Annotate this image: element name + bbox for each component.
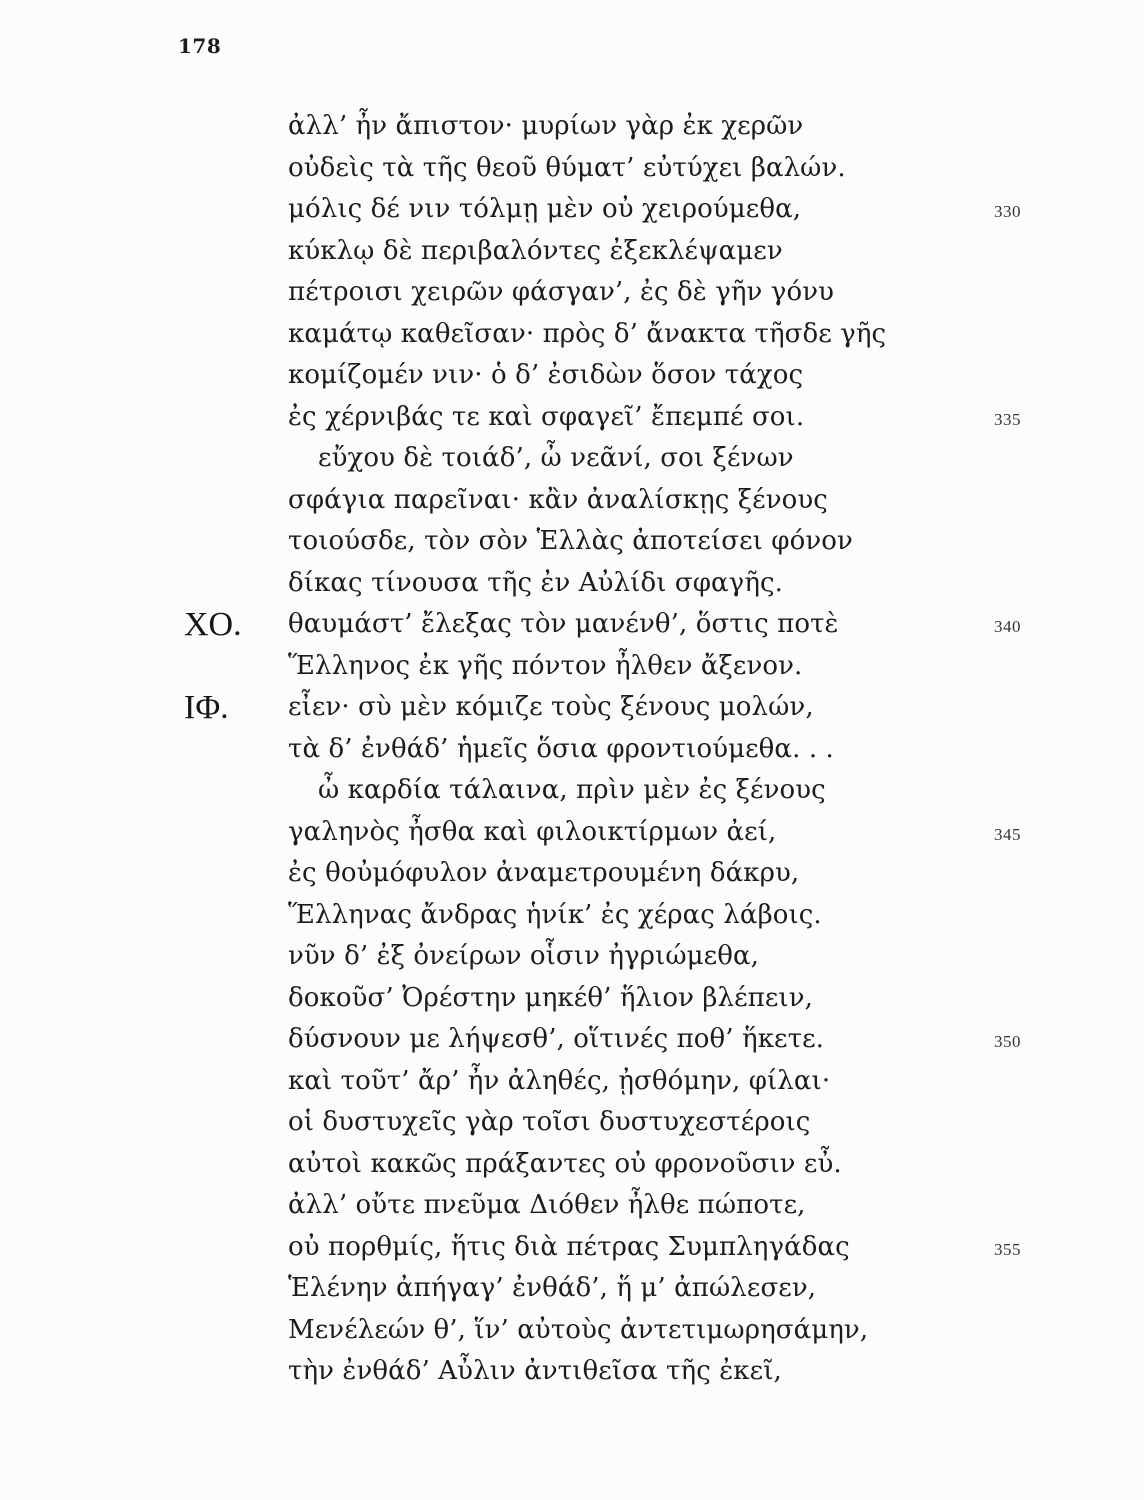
verse-text: ἀλλ’ οὔτε πνεῦμα Διόθεν ἦλθε πώποτε, xyxy=(288,1190,806,1220)
verse-line xyxy=(0,563,1144,605)
verse-line xyxy=(0,397,1144,439)
verse-line xyxy=(0,1061,1144,1103)
verse-line xyxy=(0,438,1144,480)
verse-line xyxy=(0,148,1144,190)
line-number: 340 xyxy=(994,617,1021,636)
verse-line xyxy=(0,480,1144,522)
verse-line xyxy=(0,729,1144,771)
speaker-label: ΙΦ. xyxy=(184,689,229,726)
verse-line xyxy=(0,1185,1144,1227)
verse-text: ὦ καρδία τάλαινα, πρὶν μὲν ἐς ξένους xyxy=(318,775,826,805)
verse-line xyxy=(0,1310,1144,1352)
page-number: 178 xyxy=(178,34,222,58)
verse-line xyxy=(0,1102,1144,1144)
verse-text: ἐς χέρνιβάς τε καὶ σφαγεῖ’ ἔπεμπέ σοι. xyxy=(288,401,805,432)
verse-line xyxy=(0,646,1144,688)
verse-text: τοιούσδε, τὸν σὸν Ἑλλὰς ἀποτείσει φόνον xyxy=(288,526,853,556)
verse-text: θαυμάστ’ ἔλεξας τὸν μανένθ’, ὅστις ποτὲ xyxy=(288,609,839,639)
line-number: 355 xyxy=(994,1239,1021,1259)
verse-text: γαληνὸς ἦσθα καὶ φιλοικτίρμων ἀεί, xyxy=(288,816,777,847)
verse-text: δοκοῦσ’ Ὀρέστην μηκέθ’ ἥλιον βλέπειν, xyxy=(288,982,813,1013)
verse-line xyxy=(0,1019,1144,1061)
verse-text: πέτροισι χειρῶν φάσγαν’, ἐς δὲ γῆν γόνυ xyxy=(288,277,835,307)
verse-text: τὴν ἐνθάδ’ Αὖλιν ἀντιθεῖσα τῆς ἐκεῖ, xyxy=(288,1356,782,1386)
verse-line xyxy=(0,1227,1144,1269)
verse-text: οἱ δυστυχεῖς γὰρ τοῖσι δυστυχεστέροις xyxy=(288,1107,811,1137)
verse-text: ἀλλ’ ἦν ἄπιστον· μυρίων γὰρ ἐκ χερῶν xyxy=(288,111,804,141)
verse-text: Ἕλληνος ἐκ γῆς πόντον ἦλθεν ἄξενον. xyxy=(288,650,803,681)
line-number: 345 xyxy=(994,824,1021,844)
verse-text: Ἕλληνας ἄνδρας ἡνίκ’ ἐς χέρας λάβοις. xyxy=(288,899,822,930)
verse-text: καὶ τοῦτ’ ἄρ’ ἦν ἀληθές, ᾐσθόμην, φίλαι· xyxy=(288,1065,831,1096)
verse-text: οὐ πορθμίς, ἥτις διὰ πέτρας Συμπληγάδας xyxy=(288,1231,850,1262)
verse-text: κύκλῳ δὲ περιβαλόντες ἐξεκλέψαμεν xyxy=(288,235,783,266)
verse-text: οὐδεὶς τὰ τῆς θεοῦ θύματ’ εὐτύχει βαλών. xyxy=(288,152,846,183)
verse-line xyxy=(0,272,1144,314)
line-number: 330 xyxy=(994,202,1021,221)
verse-text: εὔχου δὲ τοιάδ’, ὦ νεᾶνί, σοι ξένων xyxy=(318,443,794,473)
line-number: 335 xyxy=(994,409,1021,429)
line-number: 350 xyxy=(994,1032,1021,1051)
verse-text: κομίζομέν νιν· ὁ δ’ ἐσιδὼν ὅσον τάχος xyxy=(288,360,804,390)
verse-line xyxy=(0,1268,1144,1310)
verse-text: εἶεν· σὺ μὲν κόμιζε τοὺς ξένους μολών, xyxy=(288,692,814,722)
verse-line xyxy=(0,687,1144,729)
verse-text: δίκας τίνουσα τῆς ἐν Αὐλίδι σφαγῆς. xyxy=(288,567,784,598)
verse-line xyxy=(0,604,1144,646)
verse-text: αὐτοὶ κακῶς πράξαντες οὐ φρονοῦσιν εὖ. xyxy=(288,1148,842,1179)
speaker-label: ΧΟ. xyxy=(184,606,242,643)
verse-line xyxy=(0,1351,1144,1393)
verse-line xyxy=(0,936,1144,978)
verse-text: Ἑλένην ἀπήγαγ’ ἐνθάδ’, ἥ μ’ ἀπώλεσεν, xyxy=(288,1273,817,1303)
verse-line xyxy=(0,106,1144,148)
verse-block xyxy=(0,106,1144,1393)
verse-line xyxy=(0,978,1144,1020)
verse-line xyxy=(0,521,1144,563)
verse-line xyxy=(0,355,1144,397)
verse-text: μόλις δέ νιν τόλμῃ μὲν οὐ χειρούμεθα, xyxy=(288,194,802,224)
verse-text: νῦν δ’ ἐξ ὀνείρων οἷσιν ἠγριώμεθα, xyxy=(288,941,759,971)
verse-text: τὰ δ’ ἐνθάδ’ ἡμεῖς ὅσια φροντιούμεθα. . . xyxy=(288,733,834,764)
verse-line xyxy=(0,895,1144,937)
verse-text: δύσνουν με λήψεσθ’, οἵτινές ποθ’ ἥκετε. xyxy=(288,1024,825,1054)
verse-line xyxy=(0,231,1144,273)
verse-line xyxy=(0,189,1144,231)
verse-text: Μενέλεών θ’, ἵν’ αὐτοὺς ἀντετιμωρησάμην, xyxy=(288,1314,869,1345)
verse-line xyxy=(0,314,1144,356)
verse-text: καμάτῳ καθεῖσαν· πρὸς δ’ ἄνακτα τῆσδε γῆς xyxy=(288,318,887,349)
verse-line xyxy=(0,853,1144,895)
verse-line xyxy=(0,812,1144,854)
verse-line xyxy=(0,1144,1144,1186)
verse-text: ἐς θοὐμόφυλον ἀναμετρουμένη δάκρυ, xyxy=(288,858,800,888)
verse-text: σφάγια παρεῖναι· κἂν ἀναλίσκῃς ξένους xyxy=(288,484,828,515)
verse-line xyxy=(0,770,1144,812)
